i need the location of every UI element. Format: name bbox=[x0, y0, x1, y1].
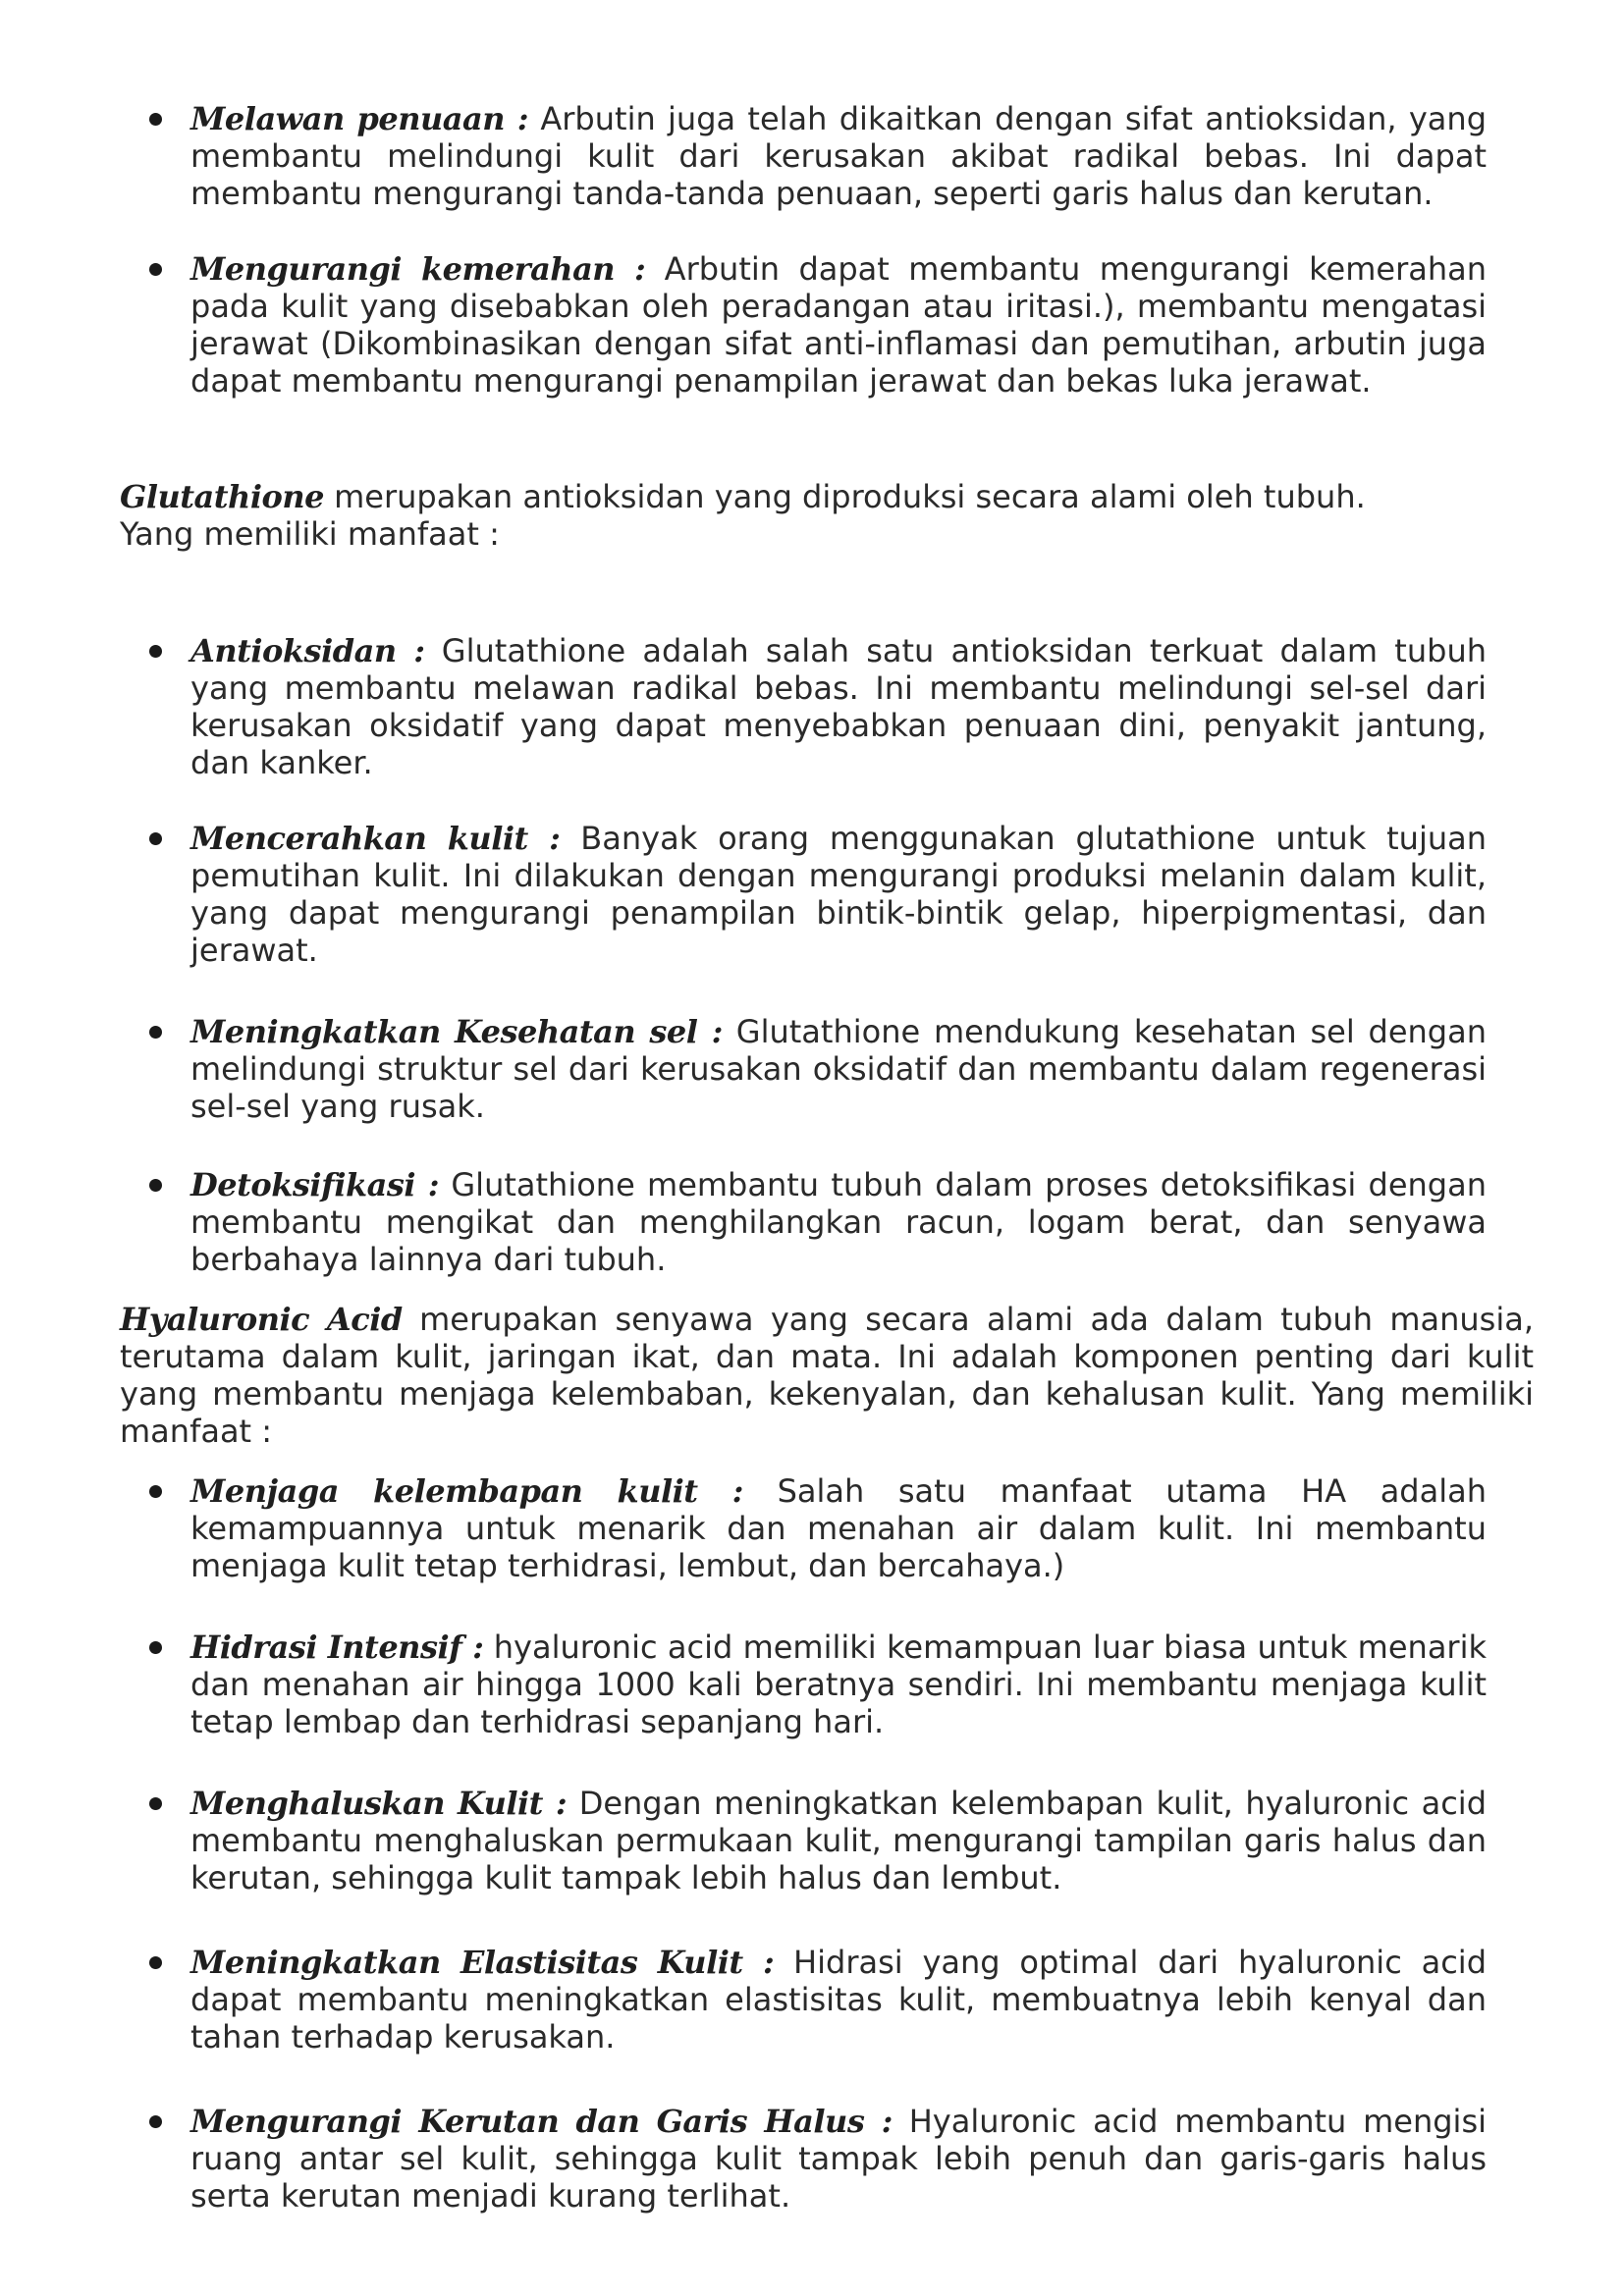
bullet-icon bbox=[149, 1485, 162, 1498]
section-term: Glutathione bbox=[120, 478, 324, 515]
bullet-icon bbox=[149, 263, 162, 276]
bullet-icon bbox=[149, 1026, 162, 1039]
bullet-icon bbox=[149, 1179, 162, 1192]
list-item bbox=[0, 250, 1624, 400]
benefit-term: Menjaga kelembapan kulit : bbox=[190, 1472, 743, 1510]
glutathione-benefit-list bbox=[0, 632, 1624, 1278]
bullet-icon bbox=[149, 2115, 162, 2128]
benefit-text: Dengan meningkatkan kelembapan kulit, hyaluronic acid membantu menghaluskan permukaan kulit, mengurangi tampilan garis halus dan kerutan, sehingga kulit tampak lebih halus dan lembut. bbox=[190, 1785, 1488, 1896]
bullet-icon bbox=[149, 645, 162, 658]
intro-text-2: Yang memiliki manfaat : bbox=[120, 515, 500, 553]
bullet-icon bbox=[149, 1641, 162, 1654]
benefit-term: Antioksidan : bbox=[190, 632, 425, 669]
benefit-term: Menghaluskan Kulit : bbox=[190, 1785, 568, 1822]
bullet-icon bbox=[149, 113, 162, 126]
benefit-term: Detoksifikasi : bbox=[190, 1166, 440, 1203]
hyaluronic-benefit-list bbox=[0, 1472, 1624, 2215]
bullet-icon bbox=[149, 832, 162, 845]
list-item bbox=[0, 1944, 1624, 2056]
list-item bbox=[0, 632, 1624, 781]
list-item bbox=[0, 1013, 1624, 1125]
bullet-icon bbox=[149, 1956, 162, 1969]
benefit-term: Hidrasi Intensif : bbox=[190, 1629, 484, 1666]
bullet-icon bbox=[149, 1797, 162, 1810]
list-item bbox=[0, 1166, 1624, 1278]
intro-text: merupakan senyawa yang secara alami ada dalam tubuh manusia, terutama dalam kulit, jaringan ikat, dan mata. Ini adalah komponen penting dari kulit yang membantu menjaga kelembaban, kekenyalan, dan kehalusan kulit. Yang memiliki manfaat : bbox=[120, 1301, 1535, 1450]
list-item bbox=[0, 820, 1624, 969]
hyaluronic-intro bbox=[120, 1301, 1534, 1450]
benefit-term: Mengurangi kemerahan : bbox=[190, 250, 646, 288]
arbutin-benefit-list bbox=[0, 100, 1624, 400]
benefit-text: Arbutin dapat membantu mengurangi kemerahan pada kulit yang disebabkan oleh peradangan atau iritasi.), membantu mengatasi jerawat (Dikombinasikan dengan sifat anti-inflamasi dan pemutihan, arbutin juga dapat membantu mengurangi penampilan jerawat dan bekas luka jerawat. bbox=[190, 250, 1488, 400]
glutathione-intro bbox=[120, 478, 1534, 553]
benefit-term: Mencerahkan kulit : bbox=[190, 820, 561, 857]
benefit-text: Hidrasi yang optimal dari hyaluronic acid dapat membantu meningkatkan elastisitas kulit, membuatnya lebih kenyal dan tahan terhadap kerusakan. bbox=[190, 1944, 1487, 2056]
benefit-text: Salah satu manfaat utama HA adalah kemampuannya untuk menarik dan menahan air dalam kulit. Ini membantu menjaga kulit tetap terhidrasi, lembut, dan bercahaya.) bbox=[190, 1472, 1488, 1584]
section-term: Hyaluronic Acid bbox=[120, 1301, 403, 1338]
benefit-text: Glutathione membantu tubuh dalam proses detoksifikasi dengan membantu mengikat dan menghilangkan racun, logam berat, dan senyawa berbahaya lainnya dari tubuh. bbox=[190, 1166, 1488, 1278]
benefit-term: Meningkatkan Kesehatan sel : bbox=[190, 1013, 723, 1050]
benefit-text: Glutathione adalah salah satu antioksidan terkuat dalam tubuh yang membantu melawan radikal bebas. Ini membantu melindungi sel-sel dari kerusakan oksidatif yang dapat menyebabkan penuaan dini, penyakit jantung, dan kanker. bbox=[190, 632, 1488, 781]
benefit-term: Meningkatkan Elastisitas Kulit : bbox=[190, 1944, 775, 1981]
benefit-term: Mengurangi Kerutan dan Garis Halus : bbox=[190, 2103, 893, 2140]
benefit-text: hyaluronic acid memiliki kemampuan luar biasa untuk menarik dan menahan air hingga 1000 kali beratnya sendiri. Ini membantu menjaga kulit tetap lembap dan terhidrasi sepanjang hari. bbox=[190, 1629, 1488, 1740]
benefit-text: Arbutin juga telah dikaitkan dengan sifat antioksidan, yang membantu melindungi kulit dari kerusakan akibat radikal bebas. Ini dapat membantu mengurangi tanda-tanda penuaan, seperti garis halus dan kerutan. bbox=[190, 100, 1488, 212]
benefit-text: Banyak orang menggunakan glutathione untuk tujuan pemutihan kulit. Ini dilakukan dengan mengurangi produksi melanin dalam kulit, yang dapat mengurangi penampilan bintik-bintik gelap, hiperpigmentasi, dan jerawat. bbox=[190, 820, 1488, 969]
list-item bbox=[0, 2103, 1624, 2215]
benefit-text: Glutathione mendukung kesehatan sel dengan melindungi struktur sel dari kerusakan oksidatif dan membantu dalam regenerasi sel-sel yang rusak. bbox=[190, 1013, 1487, 1125]
benefit-text: Hyaluronic acid membantu mengisi ruang antar sel kulit, sehingga kulit tampak lebih penuh dan garis-garis halus serta kerutan menjadi kurang terlihat. bbox=[190, 2103, 1488, 2215]
list-item bbox=[0, 100, 1624, 212]
list-item bbox=[0, 1629, 1624, 1740]
intro-text: merupakan antioksidan yang diproduksi secara alami oleh tubuh. bbox=[323, 478, 1366, 515]
list-item bbox=[0, 1472, 1624, 1584]
benefit-term: Melawan penuaan : bbox=[190, 100, 529, 137]
list-item bbox=[0, 1785, 1624, 1896]
